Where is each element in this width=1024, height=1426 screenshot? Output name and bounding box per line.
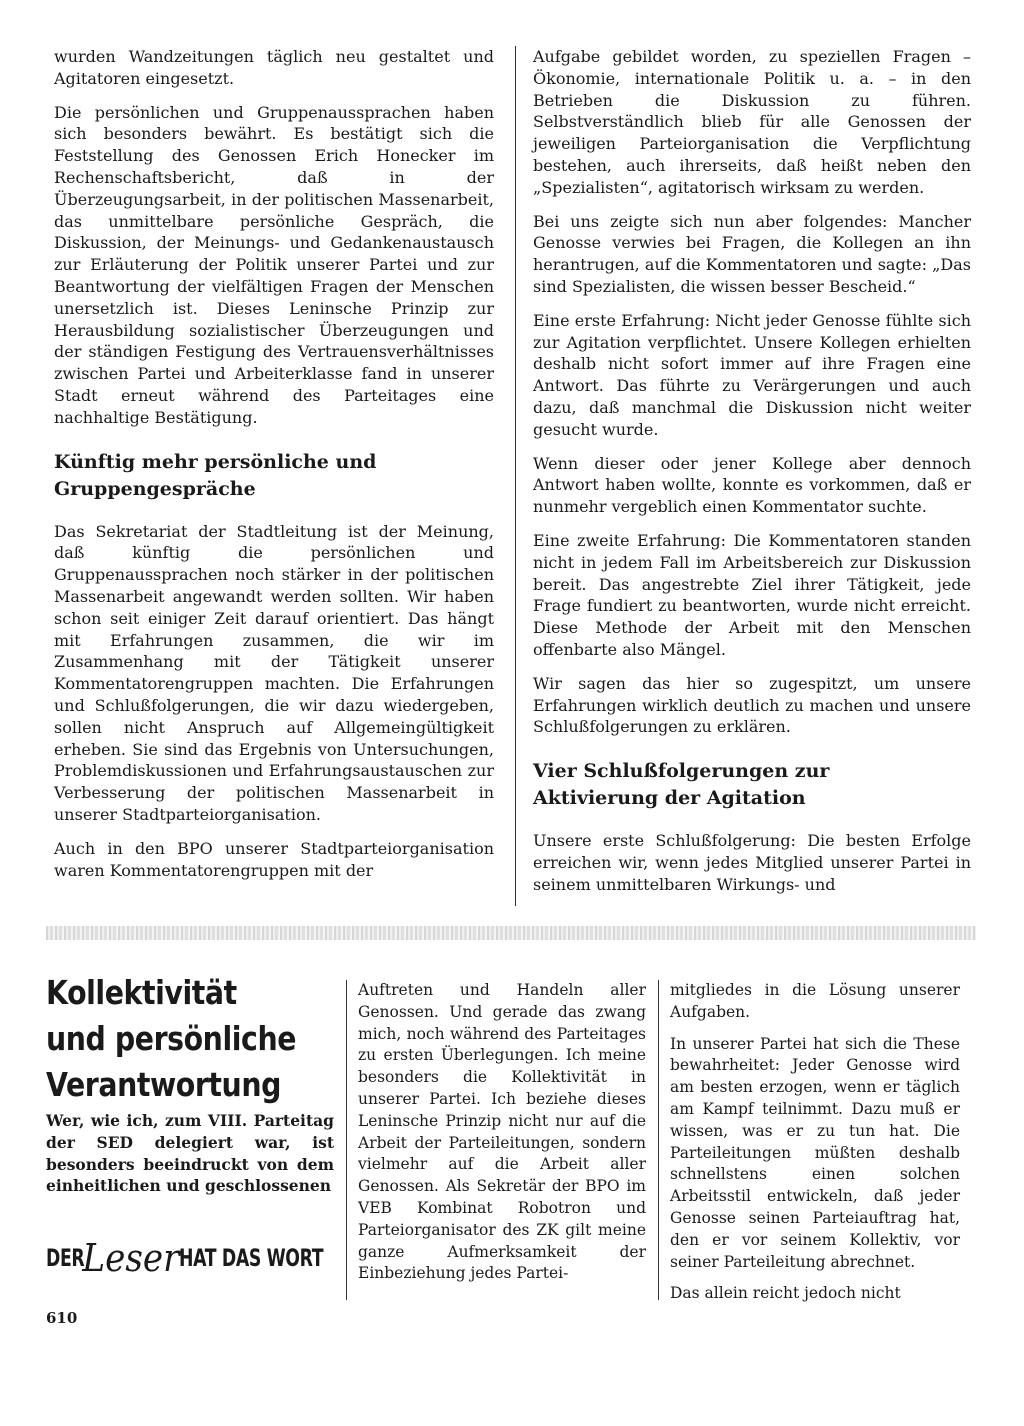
masthead-post: HAT DAS WORT (179, 1244, 324, 1272)
paragraph: Eine erste Erfahrung: Nicht jeder Genosse fühlte sich zur Agitation verpflichtet. Unsere Kollegen erhielten deshalb nicht sofort immer auf ihre Fragen eine Antwort. Das führte zu Verärgerungen und auch dazu, daß manchmal die Diskussion nicht weiter gesucht wurde. (533, 310, 971, 439)
paragraph: Wir sagen das hier so zugespitzt, um unsere Erfahrungen wirklich deutlich zu machen und unsere Schlußfolgerungen zu erklären. (533, 673, 971, 737)
section-heading: Vier Schlußfolgerungen zur Aktivierung der Agitation (533, 760, 830, 810)
masthead-pre: DER (46, 1244, 85, 1272)
page-number: 610 (46, 1309, 78, 1327)
column-divider (515, 46, 516, 906)
paragraph: Das Sekretariat der Stadtleitung ist der Meinung, daß künftig die persönlichen und Gruppenaussprachen noch stärker in der politischen Massenarbeit angewandt werden sollten. Wir haben schon seit einiger Zeit darauf orientiert. Das hängt mit Erfahrungen zusammen, die wir im Zusammenhang mit der Tätigkeit unserer Kommentatorengruppen machten. Die Erfahrungen und Schlußfolgerungen, die wir dazu wiedergeben, sollen nicht Anspruch auf Allgemeingültigkeit erheben. Sie sind das Ergebnis von Untersuchungen, Problemdiskussionen und Erfahrungsaustauschen zur Verbesserung der politischen Massenarbeit in unserer Stadtparteiorganisation. (54, 521, 494, 824)
paragraph: Das allein reicht jedoch nicht (670, 1284, 901, 1303)
paragraph: Die persönlichen und Gruppenaussprachen haben sich besonders bewährt. Es bestätigt sich die Feststellung des Genossen Erich Honecker im Rechenschaftsbericht, daß in der Überzeugungsarbeit, in der politischen Massenarbeit, das unmittelbare persönliche Gespräch, die Diskussion, der Meinungs- und Gedankenaustausch zur Erläuterung der Politik unserer Partei und zur Beantwortung der vielfältigen Fragen der Menschen unersetzlich ist. Dieses Leninsche Prinzip zur Herausbildung sozialistischer Überzeugungen und der ständigen Festigung des Vertrauensverhältnisses zwischen Partei und Arbeiterklasse fand in unserer Stadt erneut während des Parteitages eine nachhaltige Bestätigung. (54, 102, 494, 427)
column-divider (346, 980, 347, 1300)
paragraph: Bei uns zeigte sich nun aber folgendes: Mancher Genosse verwies bei Fragen, die Kollegen an ihn herantrugen, auf die Kommentatoren und sagte: „Das sind Spezialisten, die wissen besser Bescheid.“ (533, 211, 971, 296)
section-divider (46, 926, 976, 940)
paragraph: wurden Wandzeitungen täglich neu gestaltet und Agitatoren eingesetzt. (54, 47, 494, 88)
paragraph: Aufgabe gebildet worden, zu speziellen Fragen – Ökonomie, internationale Politik u. a. – in den Betrieben die Diskussion zu führen. Selbstverständlich blieb für alle Genossen der jeweiligen Parteiorganisation die Verpflichtung bestehen, auch ihrerseits, daß heißt neben den „Spezialisten“, agitatorisch wirksam zu werden. (533, 47, 971, 197)
paragraph: Wenn dieser oder jener Kollege aber dennoch Antwort haben wollte, konnte es vorkommen, daß er nunmehr vergeblich einen Kommentator suchte. (533, 453, 971, 517)
reader-letters-masthead (46, 1232, 336, 1284)
top-right-column (533, 46, 971, 896)
paragraph: In unserer Partei hat sich die These bewahrheitet: Jeder Genosse wird am besten erzogen, wenn er täglich am Kampf teilnimmt. Dazu muß er wissen, was er zu tun hat. Die Parteileitungen müßten deshalb schnellstens einen solchen Arbeitsstil entwickeln, daß jeder Genosse seinen Parteiauftrag hat, den er vor seinem Kollektiv, vor seiner Parteileitung abrechnet. (670, 1034, 960, 1271)
bottom-column-3 (670, 980, 960, 1315)
article-intro: Wer, wie ich, zum VIII. Parteitag der SED delegiert war, ist besonders beeindruckt von dem einheitlichen und geschlossenen (46, 1111, 334, 1196)
paragraph: Unsere erste Schlußfolgerung: Die besten Erfolge erreichen wir, wenn jedes Mitglied unserer Partei in seinem unmittelbaren Wirkungs- und (533, 831, 971, 894)
paragraph: Auch in den BPO unserer Stadtparteiorganisation waren Kommentatorengruppen mit der (54, 838, 494, 880)
section-heading: Künftig mehr persönliche und Gruppengespräche (54, 450, 377, 500)
paragraph: mitgliedes in die Lösung unserer Aufgaben. (670, 981, 960, 1021)
column-divider (658, 980, 659, 1300)
bottom-column-2 (358, 980, 646, 1295)
masthead-script: Leser (82, 1236, 180, 1280)
paragraph: Eine zweite Erfahrung: Die Kommentatoren standen nicht in jedem Fall im Arbeitsbereich zur Diskussion bereit. Das angestrebte Ziel ihrer Tätigkeit, jede Frage fundiert zu beantworten, wurde nicht erreicht. Diese Methode der Arbeit mit den Menschen offenbarte also Mängel. (533, 530, 971, 659)
paragraph: Auftreten und Handeln aller Genossen. Und gerade das zwang mich, noch während des Parteitages zu ersten Überlegungen. Ich meine besonders die Kollektivität in unserer Partei. Ich beziehe dieses Leninsche Prinzip nicht nur auf die Arbeit der Parteileitungen, sondern vielmehr auf die Arbeit aller Genossen. Als Sekretär der BPO im VEB Kombinat Robotron und Parteiorganisator des ZK gilt meine ganze Aufmerksamkeit der Einbeziehung jedes Partei- (358, 981, 646, 1283)
article-title: Kollektivität und persönliche Verantwortung (46, 973, 297, 1104)
top-left-column (54, 46, 494, 881)
